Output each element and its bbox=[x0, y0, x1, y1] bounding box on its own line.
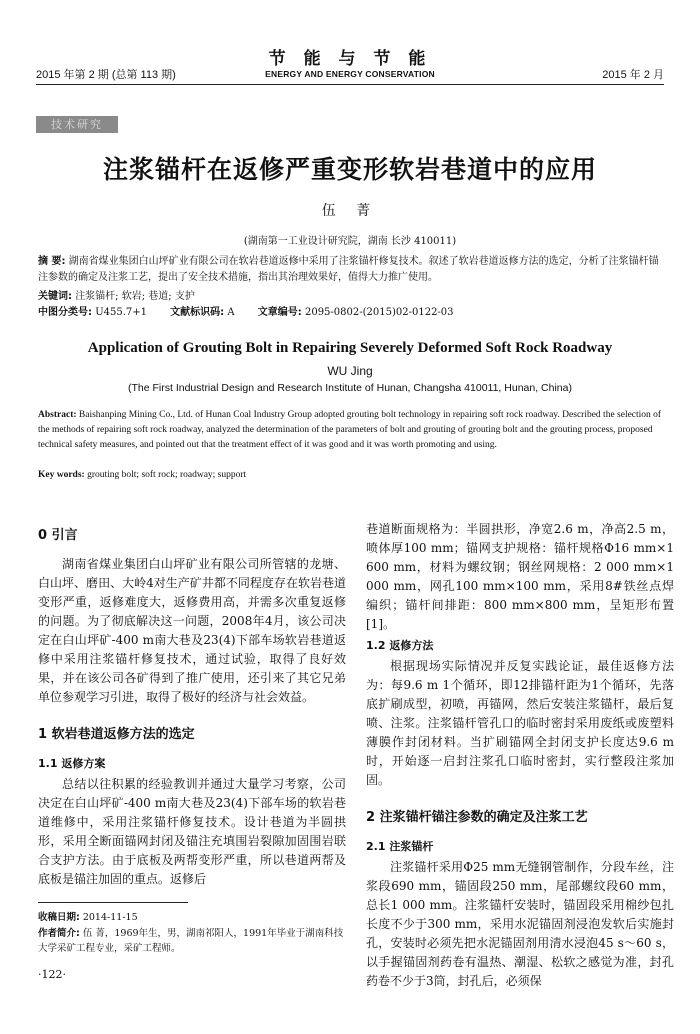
received-date: 2014-11-15 bbox=[82, 912, 138, 923]
body-column-left bbox=[38, 520, 346, 889]
abstract-en bbox=[38, 408, 662, 453]
received-label: 收稿日期: bbox=[38, 912, 80, 923]
article-label: 文章编号: bbox=[257, 307, 302, 318]
journal-title-cn: 节 能 与 节 能 bbox=[268, 49, 432, 69]
keywords-cn-text: 注浆锚杆; 软岩; 巷道; 支护 bbox=[75, 291, 195, 302]
keywords-en-label: Key words: bbox=[38, 470, 85, 480]
paragraph-1-1: 总结以往积累的经验教训并通过大量学习考察，公司决定在白山坪矿-400 m南大巷及23(4)下部车场的软岩巷道维修中，采用注浆锚杆修复技术。设计巷道为半圆拱形，采用全断面锚网封闭及锚注充填围岩裂隙加固围岩联合支护方法。由于底板及两帮变形严重，所以巷道两帮及底板是锚注加固的重点。返修后 bbox=[38, 777, 346, 886]
paper-title-cn: 注浆锚杆在返修严重变形软岩巷道中的应用 bbox=[102, 155, 597, 184]
body-column-right bbox=[366, 520, 674, 991]
footnote-author-bio bbox=[38, 926, 346, 956]
journal-title-en: ENERGY AND ENERGY CONSERVATION bbox=[265, 69, 435, 79]
keywords-cn bbox=[38, 287, 662, 302]
classification-line bbox=[38, 303, 662, 318]
abstract-en-text: Baishanping Mining Co., Ltd. of Hunan Coal Industry Group adopted grouting bolt technology in repairing soft rock roadway. Described the selection of the methods of repairing soft rock roadway, analyzed the determination of the parameters of bolt and grouting of grouting bolt and the grouting process, proposed technical safety measures, and pointed out that the treatment effect of it was good and it was worth promoting and using. bbox=[38, 410, 662, 450]
footnote-received bbox=[38, 910, 346, 925]
page-number: ·122· bbox=[38, 968, 66, 981]
paragraph-2-1: 注浆锚杆采用Φ25 mm无缝钢管制作，分段车丝，注浆段690 mm，锚固段250 mm，尾部螺纹段60 mm，总长1 000 mm。注浆锚杆安装时，锚固段采用棉纱包扎长度不少于300 mm，采用水泥锚固剂浸泡发软后实施封孔，安装时必须先把水泥锚固剂用清水浸泡45 s～60 s，以手握锚固剂药卷有温热、潮湿、松软之感觉为准，封孔药卷不少于3筒，封孔后，必须保 bbox=[366, 860, 674, 988]
keywords-en-text: grouting bolt; soft rock; roadway; support bbox=[87, 470, 247, 480]
section-heading-1: 1 软岩巷道返修方法的选定 bbox=[38, 727, 195, 742]
section-heading-2: 2 注浆锚杆锚注参数的确定及注浆工艺 bbox=[366, 810, 588, 825]
affiliation-cn: (湖南第一工业设计研究院，湖南 长沙 410011) bbox=[243, 236, 457, 247]
bio-label: 作者简介: bbox=[38, 928, 80, 939]
section-heading-intro: 0 引言 bbox=[38, 528, 78, 543]
issue-date: 2015 年 2 月 bbox=[602, 69, 664, 81]
page-header bbox=[36, 44, 664, 84]
author-cn: 伍 菁 bbox=[321, 203, 379, 219]
abstract-cn-text: 湖南省煤业集团白山坪矿业有限公司在软岩巷道返修中采用了注浆锚杆修复技术。叙述了软岩巷道返修方法的选定，分析了注浆锚杆锚注参数的确定及注浆工艺，提出了安全技术措施，指出其治理效果好，值得大力推广使用。 bbox=[38, 256, 659, 283]
paragraph-1-1-cont: 巷道断面规格为：半圆拱形，净宽2.6 m，净高2.5 m，喷体厚100 mm；锚网支护规格：锚杆规格Φ16 mm×1 600 mm，材料为螺纹钢；钢丝网规格：2 000 mm×1 000 mm，网孔100 mm×100 mm，采用8#铁丝点焊编织；锚杆间排距：800 mm×800 mm，呈矩形布置[1]。 bbox=[366, 522, 674, 631]
bio-text: 伍 菁，1969年生，男，湖南祁阳人，1991年毕业于湖南科技大学采矿工程专业，采矿工程师。 bbox=[38, 928, 344, 954]
footnote-divider bbox=[38, 902, 188, 903]
author-en: WU Jing bbox=[327, 364, 373, 378]
affiliation-en: (The First Industrial Design and Research Institute of Hunan, Changsha 410011, Hunan, China) bbox=[128, 382, 572, 394]
clc-value: U455.7+1 bbox=[95, 307, 147, 318]
doc-label: 文献标识码: bbox=[170, 307, 225, 318]
issue-info: 2015 年第 2 期 (总第 113 期) bbox=[36, 69, 176, 81]
paper-title-en: Application of Grouting Bolt in Repairing Severely Deformed Soft Rock Roadway bbox=[87, 340, 613, 356]
paragraph-1-2: 根据现场实际情况并反复实践论证，最佳返修方法为：每9.6 m 1个循环，即12排锚杆距为1个循环，先落底扩刷成型，初喷，再锚网，然后安装注浆锚杆，最后复喷、注浆。注浆锚杆管孔口的临时密封采用废纸或废塑料薄膜作封闭材料。当扩刷锚网全封闭支护长度达9.6 m时，开始逐一启封注浆孔口临时密封，实行整段注浆加固。 bbox=[366, 659, 674, 787]
abstract-en-label: Abstract: bbox=[38, 410, 77, 420]
header-divider bbox=[36, 84, 664, 85]
section-tag: 技术研究 bbox=[36, 116, 118, 133]
subsection-heading-2-1: 2.1 注浆锚杆 bbox=[366, 840, 434, 853]
doc-value: A bbox=[227, 307, 235, 318]
article-value: 2095-0802-(2015)02-0122-03 bbox=[304, 307, 454, 318]
keywords-cn-label: 关键词: bbox=[38, 291, 72, 302]
clc-label: 中图分类号: bbox=[38, 307, 92, 318]
journal-masthead bbox=[36, 44, 664, 79]
abstract-cn-label: 摘 要: bbox=[38, 256, 66, 267]
subsection-heading-1-1: 1.1 返修方案 bbox=[38, 757, 106, 770]
subsection-heading-1-2: 1.2 返修方法 bbox=[366, 639, 434, 652]
keywords-en bbox=[38, 470, 662, 480]
abstract-cn bbox=[38, 254, 662, 286]
intro-paragraph: 湖南省煤业集团白山坪矿业有限公司所管辖的龙塘、白山坪、磨田、大岭4对生产矿井都不同程度存在软岩巷道变形严重，返修难度大，返修费用高，并需多次重复返修的问题。为了彻底解决这一问题，2008年4月，该公司决定在白山坪矿-400 m南大巷及23(4)下部车场软岩巷道返修中采用注浆锚杆修复技术，通过试验，取得了良好效果，并在该公司各矿得到了推广使用，还引来了其它兄弟单位参观学习引进，取得了极好的经济与社会效益。 bbox=[38, 557, 346, 704]
